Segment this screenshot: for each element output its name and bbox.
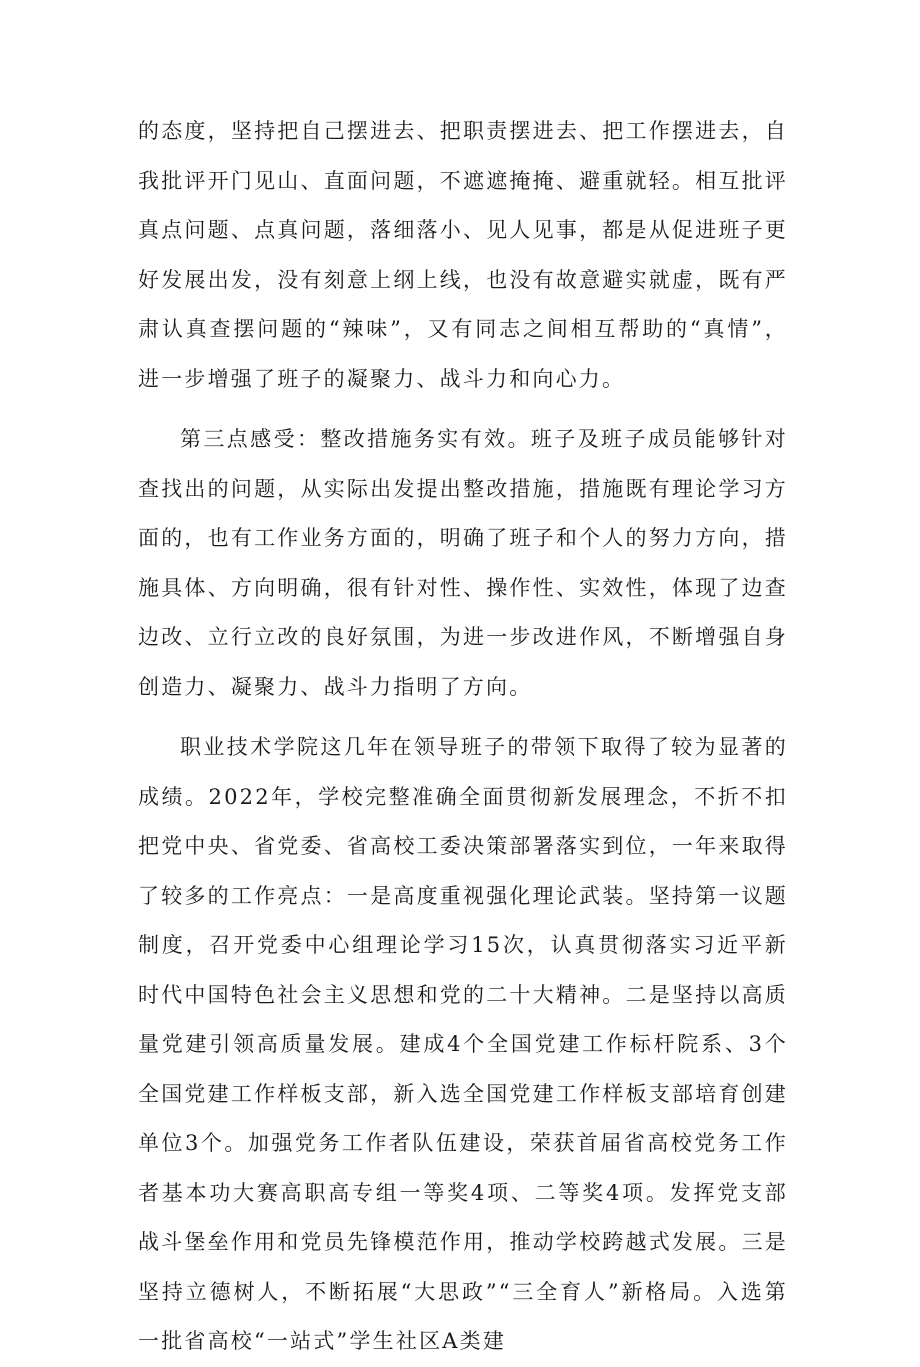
document-page (138, 107, 788, 1367)
paragraph-1: 的态度，坚持把自己摆进去、把职责摆进去、把工作摆进去，自我批评开门见山、直面问题，不遮遮掩掩、避重就轻。相互批评真点问题、点真问题，落细落小、见人见事，都是从促进班子更好发展出发，没有刻意上纲上线，也没有故意避实就虚，既有严肃认真查摆问题的“辣味”，又有同志之间相互帮助的“真情”，进一步增强了班子的凝聚力、战斗力和向心力。 (138, 119, 788, 391)
paragraph-3: 职业技术学院这几年在领导班子的带领下取得了较为显著的成绩。2022年，学校完整准确全面贯彻新发展理念，不折不扣把党中央、省党委、省高校工委决策部署落实到位，一年来取得了较多的工作亮点：一是高度重视强化理论武装。坚持第一议题制度，召开党委中心组理论学习15次，认真贯彻落实习近平新时代中国特色社会主义思想和党的二十大精神。二是坚持以高质量党建引领高质量发展。建成4个全国党建工作标杆院系、3个全国党建工作样板支部，新入选全国党建工作样板支部培育创建单位3个。加强党务工作者队伍建设，荣获首届省高校党务工作者基本功大赛高职高专组一等奖4项、二等奖4项。发挥党支部战斗堡垒作用和党员先锋模范作用，推动学校跨越式发展。三是坚持立德树人，不断拓展“大思政”“三全育人”新格局。入选第一批省高校“一站式”学生社区A类建 (138, 735, 788, 1353)
paragraph-2: 第三点感受：整改措施务实有效。班子及班子成员能够针对查找出的问题，从实际出发提出整改措施，措施既有理论学习方面的，也有工作业务方面的，明确了班子和个人的努力方向，措施具体、方向明确，很有针对性、操作性、实效性，体现了边查边改、立行立改的良好氛围，为进一步改进作风，不断增强自身创造力、凝聚力、战斗力指明了方向。 (138, 427, 788, 699)
